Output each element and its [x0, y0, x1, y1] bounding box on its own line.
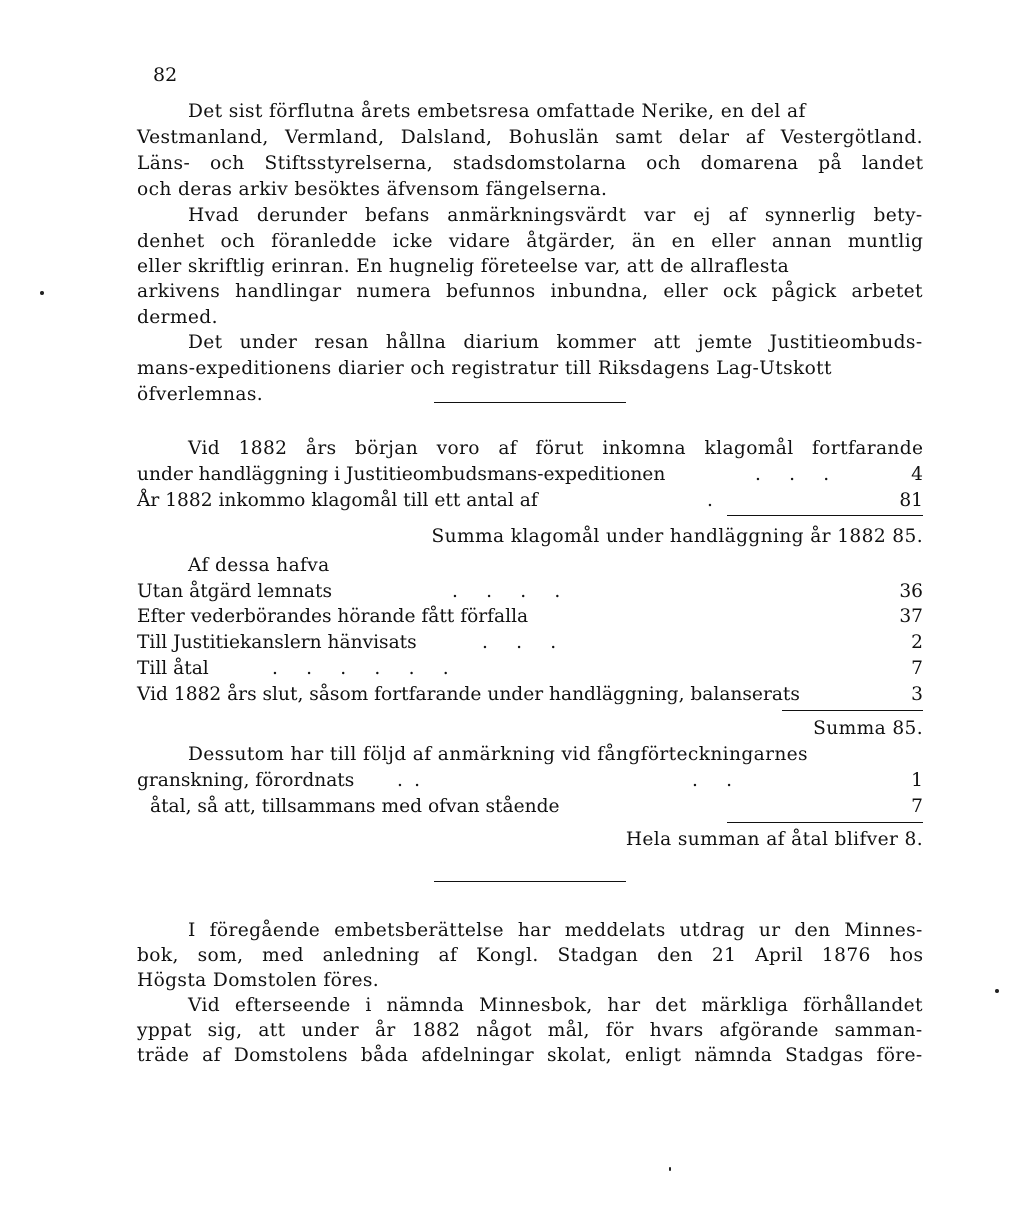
stats-of-these: Af dessa hafva: [188, 555, 330, 576]
para1-line4: och deras arkiv besöktes äfvensom fängelserna.: [137, 179, 608, 200]
para2-line3: eller skriftlig erinran. En hugnelig företeelse var, att de allraflesta: [137, 256, 790, 277]
stats-extra-value: 1: [911, 770, 923, 791]
stats-total: Hela summan af åtal blifver 8.: [625, 829, 923, 850]
scan-speck: [995, 989, 999, 993]
para4-line2: bok, som, med anledning af Kongl. Stadgan den 21 April 1876 hos: [137, 945, 924, 966]
stats-item-label: Efter vederbörandes hörande fått förfalla: [137, 606, 529, 627]
para3-line1: Det under resan hållna diarium kommer att jemte Justitieombuds-: [188, 332, 923, 353]
stats-year-end-label: Vid 1882 års slut, såsom fortfarande under handläggning, balanserats: [137, 684, 800, 705]
stats-incoming-label: År 1882 inkommo klagomål till ett antal af: [137, 490, 538, 511]
stats-incoming-value: 81: [899, 490, 923, 511]
para2-line4: arkivens handlingar numera befunnos inbundna, eller ock pågick arbetet: [137, 281, 923, 302]
para2-line2: denhet och föranledde icke vidare åtgärder, än en eller annan muntlig: [137, 231, 924, 252]
page-number: 82: [153, 64, 178, 86]
para1-line1: Det sist förflutna årets embetsresa omfattade Nerike, en del af: [188, 101, 806, 122]
para1-line2: Vestmanland, Vermland, Dalsland, Bohuslän samt delar af Vestergötland.: [137, 127, 923, 148]
para2-line5: dermed.: [137, 307, 218, 328]
stats-item-label: Till åtal: [137, 658, 209, 679]
stats-pending-value: 4: [911, 464, 923, 485]
stats-sum1: Summa klagomål under handläggning år 1882 85.: [431, 526, 923, 547]
stats-extra-label: åtal, så att, tillsammans med ofvan stående: [150, 796, 560, 817]
para1-line3: Läns- och Stiftsstyrelserna, stadsdomstolarna och domarena på landet: [137, 153, 924, 174]
para4-line3: Högsta Domstolen föres.: [137, 970, 380, 991]
stats-extra-label: granskning, förordnats: [137, 770, 355, 791]
stats-year-end-value: 3: [911, 684, 923, 705]
para5-line2: yppat sig, att under år 1882 något mål, för hvars afgörande samman-: [137, 1020, 923, 1041]
stats-item-value: 7: [911, 658, 923, 679]
stats-item-value: 2: [911, 632, 923, 653]
stats-pending-label: under handläggning i Justitieombudsmans-expeditionen: [137, 464, 666, 485]
sum1-rule: [727, 515, 923, 516]
stats-item-value: 37: [899, 606, 923, 627]
total-rule: [727, 822, 923, 823]
sum2-rule: [782, 710, 923, 711]
para3-line3: öfverlemnas.: [137, 384, 264, 405]
para2-line1: Hvad derunder befans anmärkningsvärdt var ej af synnerlig bety-: [188, 205, 923, 226]
stats-sum2: Summa 85.: [813, 718, 923, 739]
stats-intro: Vid 1882 års början voro af förut inkomna klagomål fortfarande: [188, 438, 924, 459]
para5-line1: Vid efterseende i nämnda Minnesbok, har det märkliga förhållandet: [188, 995, 923, 1016]
para5-line3: träde af Domstolens båda afdelningar skolat, enligt nämnda Stadgas före-: [137, 1045, 923, 1066]
section-divider: [434, 402, 626, 403]
stats-extra-value: 7: [911, 796, 923, 817]
scan-speck: [40, 291, 44, 295]
stats-extra-line1: Dessutom har till följd af anmärkning vid fångförteckningarnes: [188, 744, 808, 765]
para3-line2: mans-expeditionens diarier och registratur till Riksdagens Lag-Utskott: [137, 358, 832, 379]
section-divider: [434, 881, 626, 882]
stats-item-label: Utan åtgärd lemnats: [137, 581, 333, 602]
scan-speck: [669, 1167, 671, 1171]
stats-item-value: 36: [899, 581, 923, 602]
stats-item-label: Till Justitiekanslern hänvisats: [137, 632, 417, 653]
para4-line1: I föregående embetsberättelse har meddelats utdrag ur den Minnes-: [188, 920, 923, 941]
